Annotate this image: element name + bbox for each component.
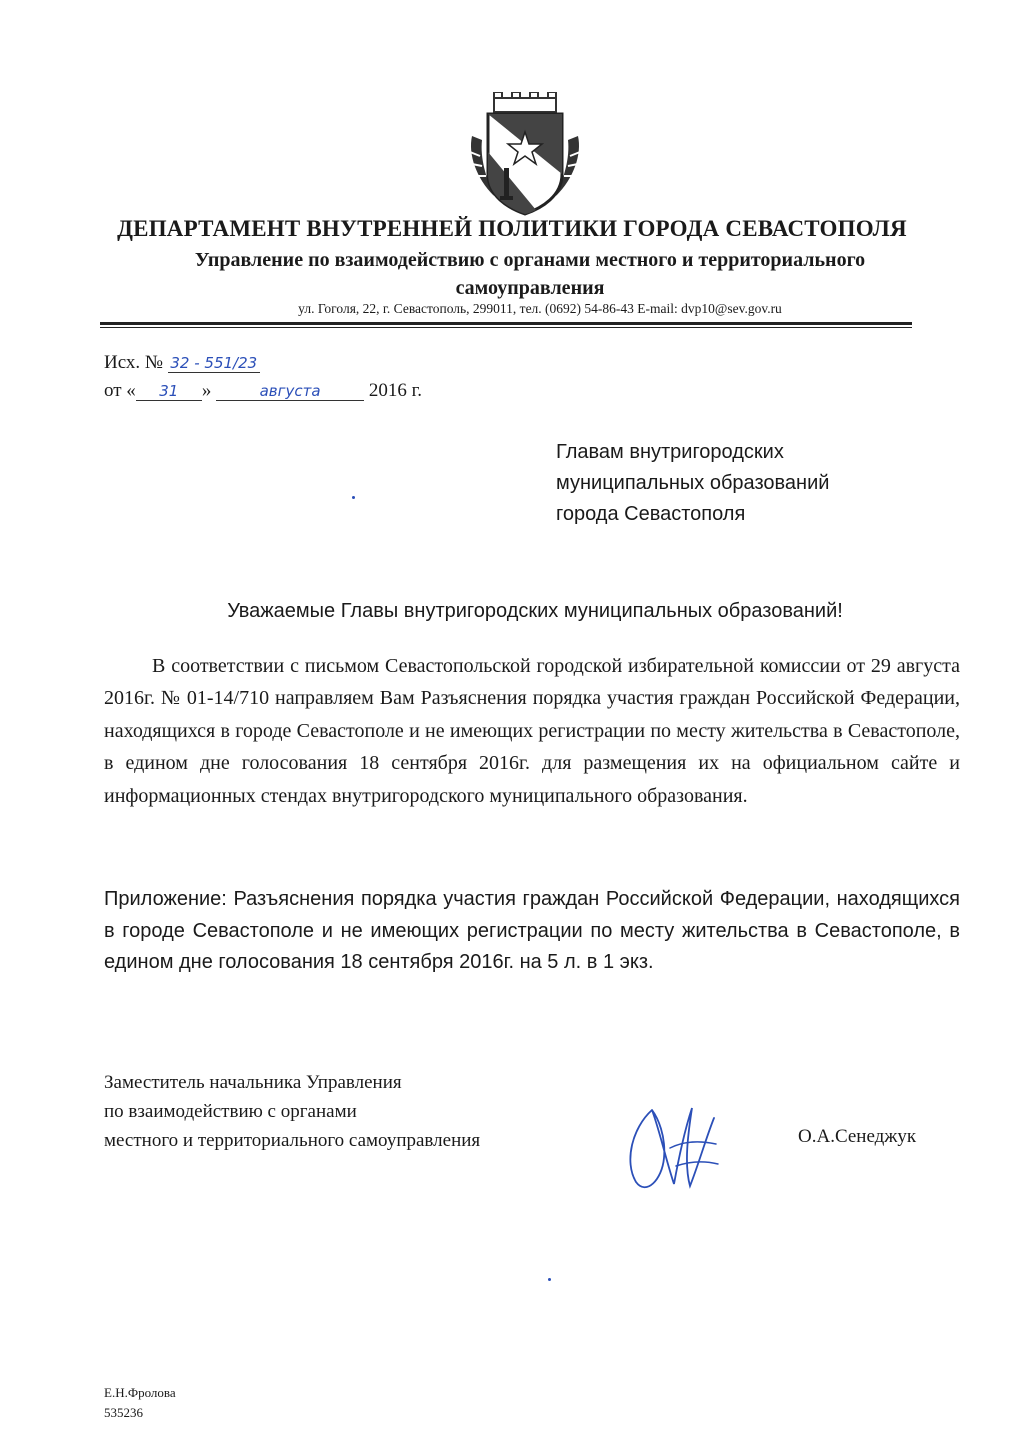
signatory-position bbox=[104, 1068, 480, 1155]
date-quote: » bbox=[201, 380, 212, 401]
addressee-line: Главам внутригородских bbox=[556, 441, 784, 463]
outgoing-number bbox=[104, 352, 260, 374]
signatory-position-line: по взаимодействию с органами bbox=[104, 1101, 357, 1122]
executor-name: Е.Н.Фролова bbox=[104, 1385, 176, 1400]
date-prefix: от « bbox=[104, 380, 136, 401]
signatory-position-line: Заместитель начальника Управления bbox=[104, 1072, 402, 1093]
handwritten-signature bbox=[618, 1088, 728, 1198]
division-title-line: самоуправления bbox=[455, 277, 605, 299]
executor-phone: 535236 bbox=[104, 1405, 143, 1420]
outgoing-number-label: Исх. № bbox=[104, 352, 164, 373]
date-day: 31 bbox=[136, 382, 202, 401]
signatory-name: О.А.Сенеджук bbox=[798, 1126, 917, 1147]
annex-paragraph: Приложение: Разъяснения порядка участия граждан Российской Федерации, находящихся в городе Севастополе и не имеющих регистрации по месту жительства в Севастополе, в едином дне голосования 18 сентября 2016г. на 5 л. в 1 экз. bbox=[104, 888, 960, 973]
ink-speck bbox=[352, 496, 355, 499]
addressee-line: города Севастополя bbox=[556, 503, 746, 525]
division-title-line: Управление по взаимодействию с органами местного и территориального bbox=[194, 249, 866, 271]
date-year: 2016 г. bbox=[368, 380, 422, 401]
salutation: Уважаемые Главы внутригородских муниципальных образований! bbox=[227, 600, 843, 622]
letter-body: В соответствии с письмом Севастопольской городской избирательной комиссии от 29 августа 2016г. № 01-14/710 направляем Вам Разъяснения порядка участия граждан Российской Федерации, находящихся в городе Севастополе и не имеющих регистрации по месту жительства в Севастополе, в едином дне голосования 18 сентября 2016г. для размещения их на официальном сайте и информационных стендах внутригородского муниципального образования. bbox=[104, 655, 960, 807]
division-title bbox=[90, 246, 970, 302]
department-address: ул. Гоголя, 22, г. Севастополь, 299011, тел. (0692) 54-86-43 E-mail: dvp10@sev.gov.ru bbox=[298, 301, 782, 316]
outgoing-number-value: 32 - 551/23 bbox=[168, 354, 260, 373]
outgoing-date bbox=[104, 380, 422, 402]
header-divider bbox=[100, 322, 912, 325]
addressee-line: муниципальных образований bbox=[556, 472, 830, 494]
ink-speck bbox=[548, 1278, 551, 1281]
sevastopol-coat-of-arms-icon bbox=[466, 92, 584, 218]
signatory-position-line: местного и территориального самоуправления bbox=[104, 1130, 481, 1151]
date-month: августа bbox=[216, 382, 364, 401]
department-title: ДЕПАРТАМЕНТ ВНУТРЕННЕЙ ПОЛИТИКИ ГОРОДА СЕВАСТОПОЛЯ bbox=[117, 216, 907, 241]
executor-block bbox=[104, 1383, 176, 1423]
addressee-block bbox=[556, 437, 956, 530]
header-divider bbox=[100, 327, 912, 328]
